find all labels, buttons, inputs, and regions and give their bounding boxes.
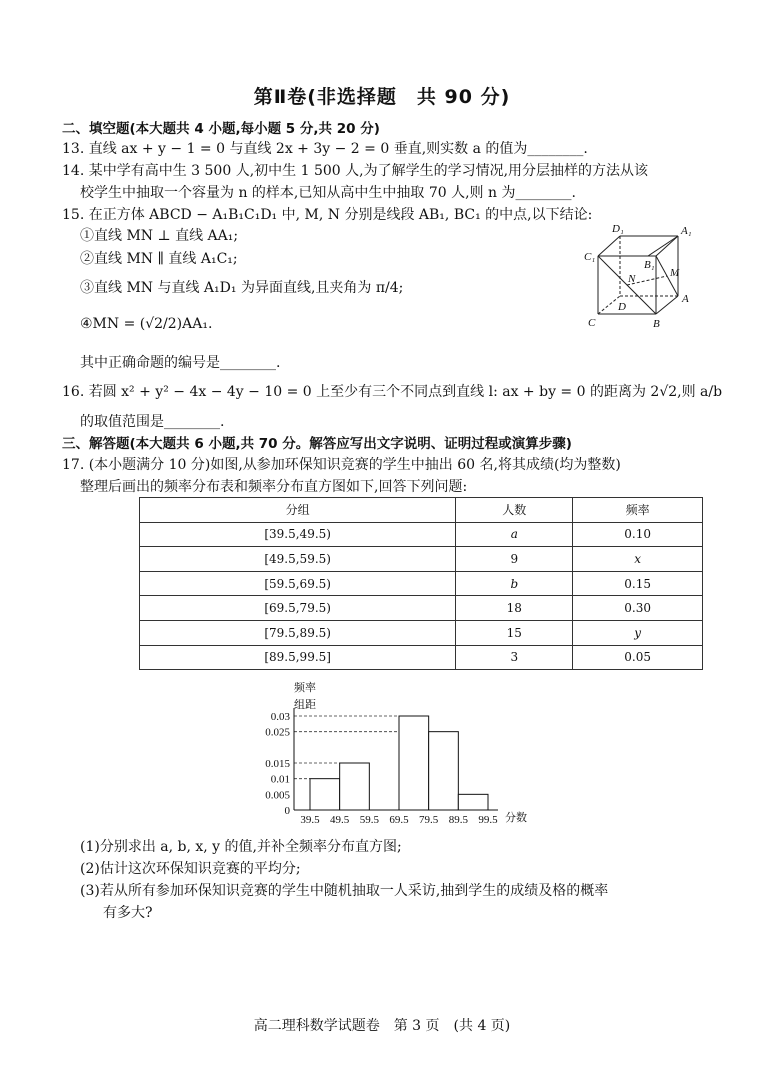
table-header: 分组 <box>140 498 456 523</box>
table-cell: b <box>456 571 573 596</box>
sub-question-1: (1)分别求出 a, b, x, y 的值,并补全频率分布直方图; <box>80 839 402 855</box>
label-d1: D₁ <box>612 223 624 235</box>
label-a1: A₁ <box>681 225 692 237</box>
table-cell: 0.10 <box>573 522 703 547</box>
table-cell: [79.5,89.5) <box>140 620 456 645</box>
question-15-option1: ①直线 MN ⊥ 直线 AA₁; <box>80 228 239 244</box>
label-b: B <box>653 318 660 330</box>
x-tick-label: 69.5 <box>389 814 409 826</box>
y-tick-label: 0.015 <box>265 758 290 770</box>
label-c1: C₁ <box>584 251 596 263</box>
question-17-line2: 整理后画出的频率分布表和频率分布直方图如下,回答下列问题: <box>80 479 468 495</box>
table-cell: 18 <box>456 596 573 621</box>
histogram-bar <box>458 794 488 810</box>
table-cell: [49.5,59.5) <box>140 547 456 572</box>
histogram-bar <box>399 716 429 810</box>
y-tick-label: 0 <box>284 805 290 817</box>
table-cell: 9 <box>456 547 573 572</box>
histogram-bar <box>340 763 370 810</box>
table-cell: y <box>573 620 703 645</box>
sub-question-2: (2)估计这次环保知识竞赛的平均分; <box>80 861 301 877</box>
question-14-line1: 14. 某中学有高中生 3 500 人,初中生 1 500 人,为了解学生的学习情况,用分层抽样的方法从该 <box>62 163 649 179</box>
frequency-histogram <box>250 678 540 828</box>
label-c: C <box>588 317 596 329</box>
histogram-bar <box>310 779 340 810</box>
table-row <box>140 571 703 596</box>
table-cell: [59.5,69.5) <box>140 571 456 596</box>
section2-heading: 二、填空题(本大题共 4 小题,每小题 5 分,共 20 分) <box>62 121 380 137</box>
table-cell: a <box>456 522 573 547</box>
sub-question-3-line2: 有多大? <box>103 905 153 921</box>
x-tick-label: 39.5 <box>300 814 320 826</box>
x-tick-label: 79.5 <box>419 814 439 826</box>
table-row <box>140 645 703 670</box>
question-15-option3: ③直线 MN 与直线 A₁D₁ 为异面直线,且夹角为 π/4; <box>80 280 404 296</box>
question-17-line1: 17. (本小题满分 10 分)如图,从参加环保知识竞赛的学生中抽出 60 名,将其成绩(均为整数) <box>62 457 621 473</box>
table-cell: [39.5,49.5) <box>140 522 456 547</box>
label-n: N <box>628 273 636 285</box>
x-tick-label: 49.5 <box>330 814 350 826</box>
label-a: A <box>682 293 689 305</box>
x-axis-label: 分数 <box>505 811 527 824</box>
table-header: 频率 <box>573 498 703 523</box>
table-cell: 3 <box>456 645 573 670</box>
table-header: 人数 <box>456 498 573 523</box>
question-16-line1: 16. 若圆 x² + y² − 4x − 4y − 10 = 0 上至少有三个不同点到直线 l: ax + by = 0 的距离为 2√2,则 a/b <box>62 384 723 400</box>
section3-heading: 三、解答题(本大题共 6 小题,共 70 分。解答应写出文字说明、证明过程或演算步骤) <box>62 436 572 452</box>
table-cell: x <box>573 547 703 572</box>
table-cell: 0.30 <box>573 596 703 621</box>
question-15-stem: 15. 在正方体 ABCD − A₁B₁C₁D₁ 中, M, N 分别是线段 AB₁, BC₁ 的中点,以下结论: <box>62 207 593 223</box>
table-row <box>140 620 703 645</box>
label-m: M <box>670 267 680 279</box>
sub-question-3-line1: (3)若从所有参加环保知识竞赛的学生中随机抽取一人采访,抽到学生的成绩及格的概率 <box>80 883 609 899</box>
x-tick-label: 59.5 <box>359 814 379 826</box>
label-d: D <box>618 301 626 313</box>
x-tick-label: 89.5 <box>448 814 468 826</box>
question-15-option4: ④MN = (√2/2)AA₁. <box>80 316 213 332</box>
page-title: 第Ⅱ卷(非选择题 共 90 分) <box>253 86 511 108</box>
question-16-line2: 的取值范围是________. <box>80 414 225 430</box>
question-15-option2: ②直线 MN ∥ 直线 A₁C₁; <box>80 251 238 267</box>
table-row <box>140 596 703 621</box>
cube-figure <box>578 218 708 333</box>
table-row <box>140 547 703 572</box>
x-tick-label: 99.5 <box>478 814 498 826</box>
histogram-bar <box>429 732 459 810</box>
table-cell: [69.5,79.5) <box>140 596 456 621</box>
table-header-row <box>140 498 703 523</box>
table-cell: 15 <box>456 620 573 645</box>
question-15-ask: 其中正确命题的编号是________. <box>80 355 281 371</box>
frequency-table <box>139 497 703 670</box>
y-tick-label: 0.01 <box>270 773 290 786</box>
page-footer: 高二理科数学试题卷 第 3 页 (共 4 页) <box>253 1018 511 1034</box>
y-label-top: 频率 <box>294 681 316 694</box>
label-b1: B₁ <box>644 259 655 271</box>
y-tick-label: 0.03 <box>270 711 290 723</box>
table-row <box>140 522 703 547</box>
table-cell: 0.05 <box>573 645 703 670</box>
question-14-line2: 校学生中抽取一个容量为 n 的样本,已知从高中生中抽取 70 人,则 n 为________. <box>80 185 576 201</box>
y-label-bottom: 组距 <box>294 698 316 711</box>
table-cell: 0.15 <box>573 571 703 596</box>
table-cell: [89.5,99.5] <box>140 645 456 670</box>
y-tick-label: 0.005 <box>265 789 290 802</box>
question-13: 13. 直线 ax + y − 1 = 0 与直线 2x + 3y − 2 = 0 垂直,则实数 a 的值为________. <box>62 141 588 157</box>
y-tick-label: 0.025 <box>265 726 290 739</box>
